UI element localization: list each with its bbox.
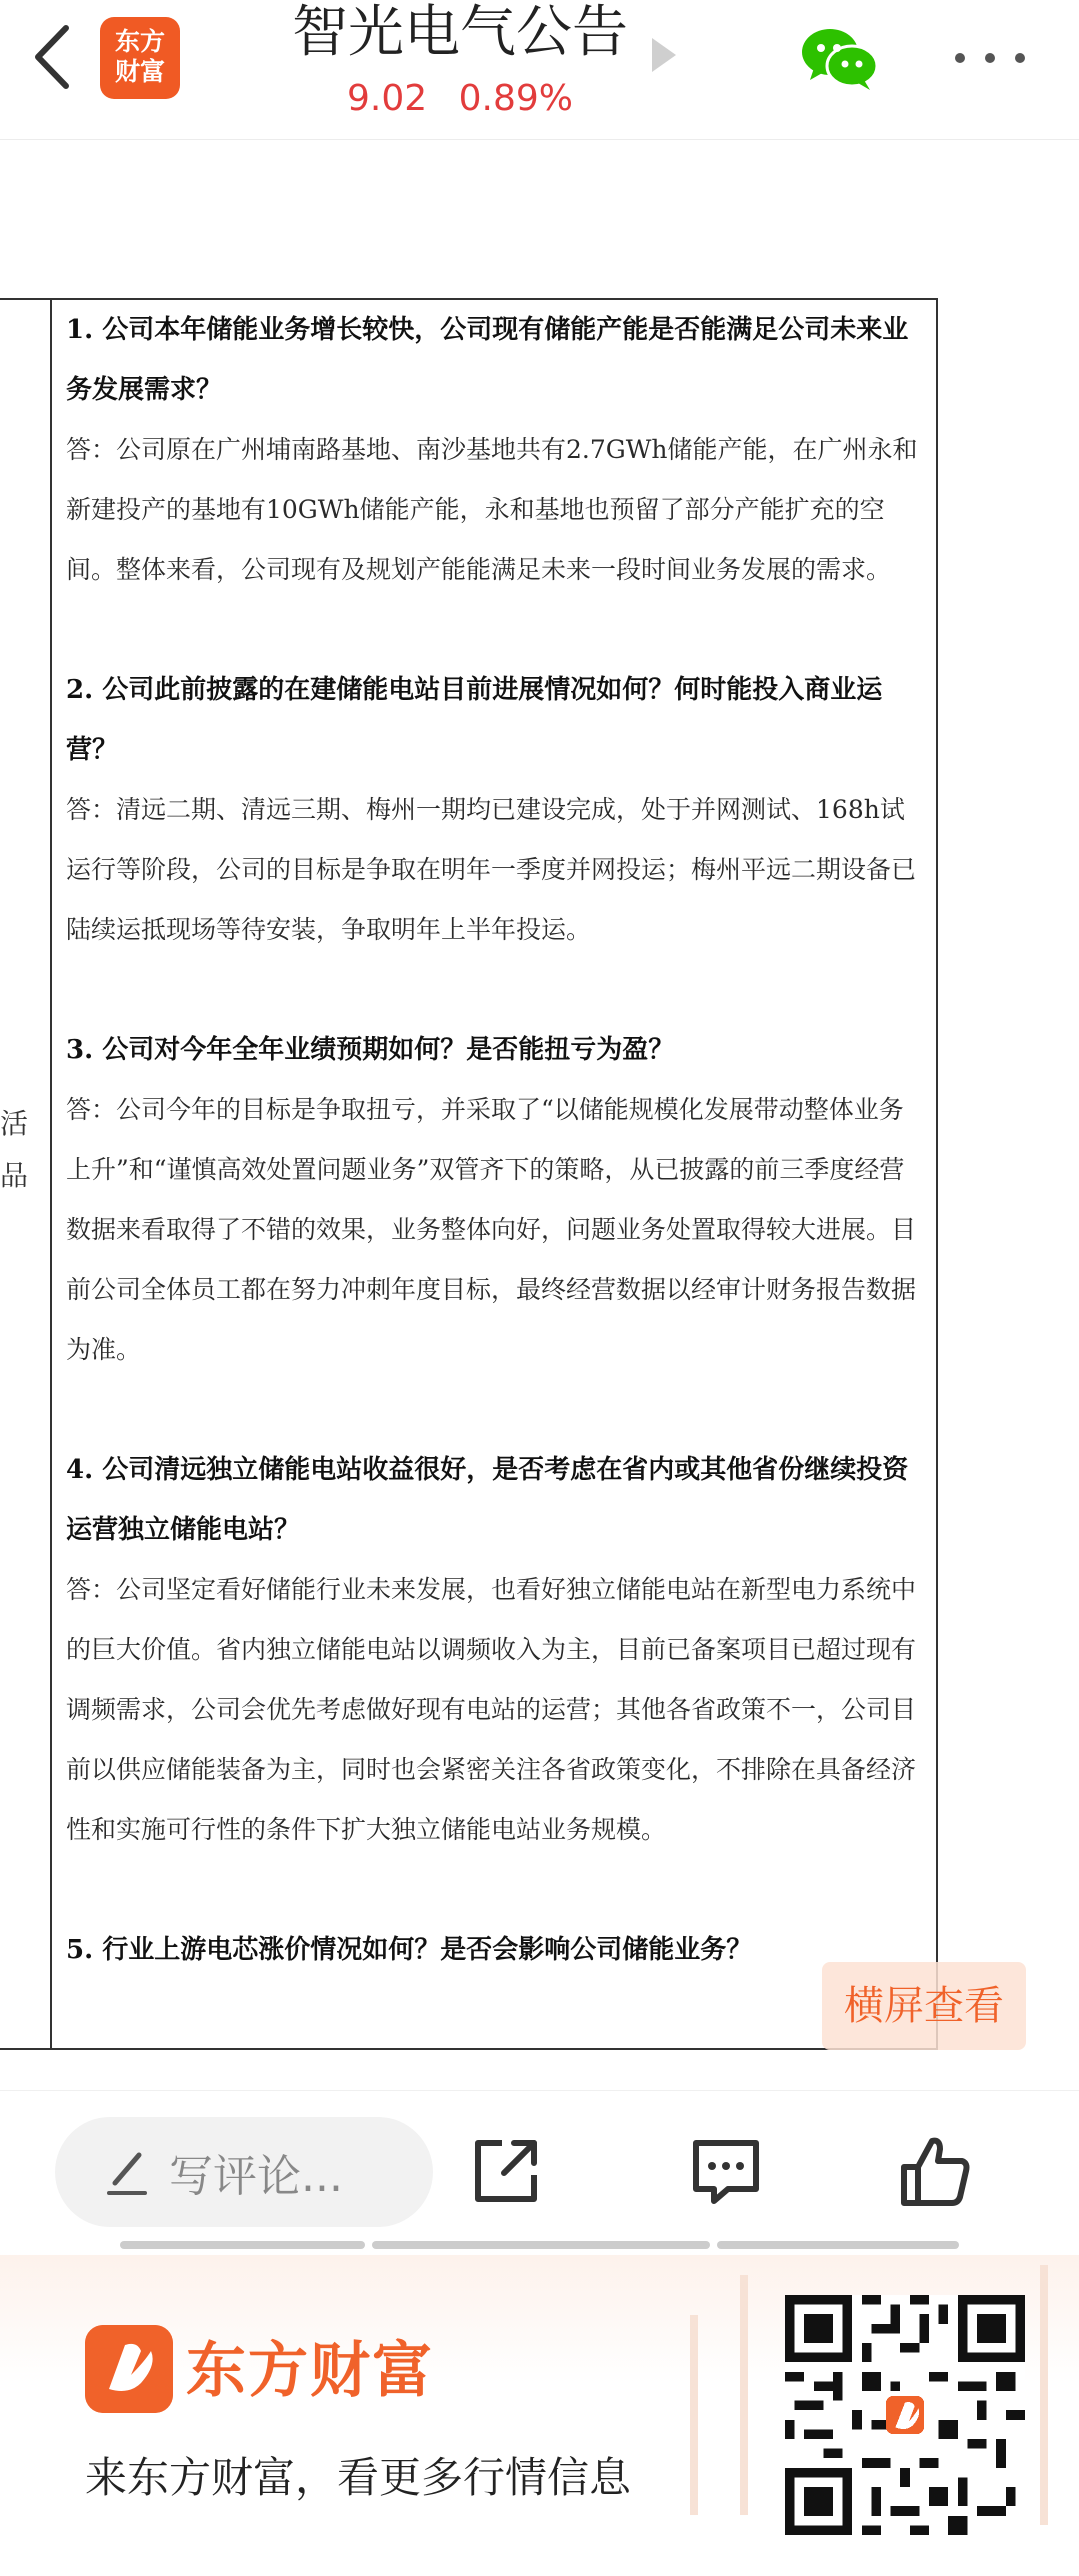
decorative-candle: [740, 2275, 748, 2515]
pencil-icon: [105, 2147, 149, 2197]
back-button[interactable]: [22, 22, 82, 92]
answer-text: 答：公司今年的目标是争取扭亏，并采取了“以储能规模化发展带动整体业务上升”和“谨慎高效处置问题业务”双管齐下的策略，从已披露的前三季度经营数据来看取得了不错的效果，业务整体向好，问题业务处置取得较大进展。目前公司全体员工都在努力冲刺年度目标，最终经营数据以经审计财务报告数据为准。: [66, 1095, 917, 1364]
comment-input[interactable]: [55, 2117, 433, 2227]
brand-logo-icon: [85, 2325, 173, 2413]
qa-item: [66, 1020, 928, 1380]
stock-change: 0.89%: [458, 78, 573, 119]
qr-code: [785, 2295, 1025, 2535]
share-icon[interactable]: [468, 2133, 544, 2209]
bottom-toolbar: [0, 2090, 1079, 2250]
promo-banner[interactable]: [0, 2255, 1079, 2576]
landscape-view-button[interactable]: 横屏查看: [822, 1962, 1026, 2050]
comments-icon[interactable]: [688, 2133, 764, 2209]
app-logo[interactable]: [100, 17, 180, 99]
like-icon[interactable]: [898, 2133, 974, 2209]
play-arrow-icon[interactable]: [652, 38, 676, 72]
answer-text: 答：公司原在广州埔南路基地、南沙基地共有2.7GWh储能产能，在广州永和新建投产的基地有10GWh储能产能，永和基地也预留了部分产能扩充的空间。整体来看，公司现有及规划产能能满足未来一段时间业务发展的需求。: [66, 435, 918, 584]
decorative-candle: [1040, 2265, 1048, 2525]
answer-text: 答：公司坚定看好储能行业未来发展，也看好独立储能电站在新型电力系统中的巨大价值。省内独立储能电站以调频收入为主，目前已备案项目已超过现有调频需求，公司会优先考虑做好现有电站的运营；其他各省政策不一，公司目前以供应储能装备为主，同时也会紧密关注各省政策变化，不排除在具备经济性和实施可行性的条件下扩大独立储能电站业务规模。: [66, 1575, 917, 1844]
qa-item: [66, 660, 928, 960]
table-column-divider: [50, 298, 52, 2050]
top-bar: [0, 0, 1079, 140]
qa-item: [66, 1920, 928, 1980]
promo-slogan: 来东方财富，看更多行情信息: [85, 2453, 632, 2502]
wechat-icon[interactable]: [800, 26, 880, 92]
table-left-column: [0, 1098, 50, 1202]
question-text: 5. 行业上游电芯涨价情况如何？是否会影响公司储能业务？: [66, 1935, 753, 1965]
left-column-text: 活: [0, 1107, 29, 1140]
scroll-indicator: [372, 2241, 710, 2249]
document-content: [66, 300, 928, 2040]
qa-item: [66, 300, 928, 600]
chevron-left-icon: [32, 24, 72, 90]
more-dot-icon: [1015, 53, 1025, 63]
decorative-candle: [690, 2315, 698, 2515]
scroll-indicator: [717, 2241, 959, 2249]
more-dot-icon: [955, 53, 965, 63]
qa-item: [66, 1440, 928, 1860]
stock-quote[interactable]: [270, 78, 650, 119]
answer-text: 答：清远二期、清远三期、梅州一期均已建设完成，处于并网测试、168h试运行等阶段，公司的目标是争取在明年一季度并网投运；梅州平远二期设备已陆续运抵现场等待安装，争取明年上半年投运。: [66, 795, 917, 944]
question-text: 2. 公司此前披露的在建储能电站目前进展情况如何？何时能投入商业运营？: [66, 675, 883, 765]
more-dot-icon: [985, 53, 995, 63]
comment-placeholder: 写评论...: [169, 2151, 343, 2202]
stock-price: 9.02: [347, 78, 428, 119]
question-text: 3. 公司对今年全年业绩预期如何？是否能扭亏为盈？: [66, 1035, 675, 1065]
question-text: 4. 公司清远独立储能电站收益很好，是否考虑在省内或其他省份继续投资运营独立储能电站？: [66, 1455, 909, 1545]
brand-name: 东方财富: [186, 2336, 434, 2406]
scroll-indicator: [120, 2241, 365, 2249]
logo-text-line2: 财富: [114, 57, 165, 86]
left-column-text: 品: [0, 1159, 29, 1192]
logo-text-line1: 东方: [114, 27, 165, 56]
page-title: 智光电气公告: [292, 0, 628, 65]
question-text: 1. 公司本年储能业务增长较快，公司现有储能产能是否能满足公司未来业务发展需求？: [66, 315, 909, 405]
more-options-button[interactable]: [955, 48, 1025, 68]
